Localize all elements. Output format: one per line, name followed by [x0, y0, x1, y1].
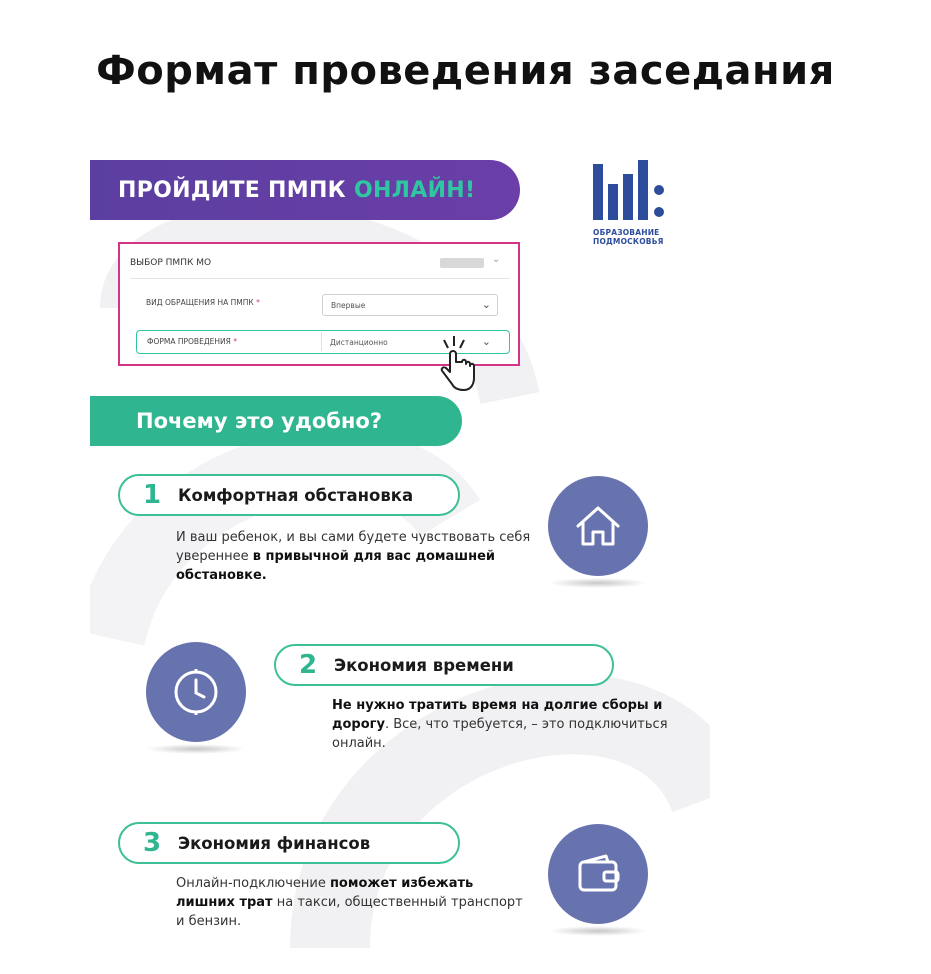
benefit-3-number: 3: [142, 828, 162, 858]
logo-line1: ОБРАЗОВАНИЕ: [593, 228, 660, 237]
benefit-3-icon-circle: [548, 824, 648, 924]
infographic-poster: [90, 158, 710, 948]
form-divider: [130, 278, 510, 279]
benefit-1-description: И ваш ребенок, и вы сами будете чувствовать себя увереннее в привычной для вас домашней обстановке.: [176, 530, 531, 583]
logo-bars-icon: [593, 160, 673, 220]
format-label: ФОРМА ПРОВЕДЕНИЯ *: [147, 337, 238, 346]
circle-shadow: [548, 926, 648, 936]
benefit-1-number: 1: [142, 480, 162, 510]
why-banner: Почему это удобно?: [90, 396, 462, 446]
required-mark: *: [233, 337, 238, 346]
wallet-icon: [572, 848, 624, 900]
benefit-3-pill: [118, 822, 460, 864]
appeal-type-label: ВИД ОБРАЩЕНИЯ НА ПМПК *: [146, 298, 260, 307]
chevron-down-icon[interactable]: ⌄: [492, 254, 501, 265]
benefit-1-pill: [118, 474, 460, 516]
benefit-2-description: Не нужно тратить время на долгие сборы и дорогу. Все, что требуется, – это подключиться онлайн.: [332, 698, 668, 751]
benefit-2-number: 2: [298, 650, 318, 680]
benefit-1-title: Комфортная обстановка: [178, 485, 414, 505]
benefit-1-icon-circle: [548, 476, 648, 576]
circle-shadow: [548, 578, 648, 588]
banner-text: ПРОЙДИТЕ ПМПК: [118, 177, 346, 203]
appeal-type-select[interactable]: [322, 294, 498, 316]
benefit-2-title: Экономия времени: [334, 655, 514, 675]
page-title: Формат проведения заседания: [96, 48, 835, 94]
benefit-2-pill: [274, 644, 614, 686]
appeal-type-value: Впервые: [331, 301, 366, 310]
circle-shadow: [146, 744, 246, 754]
chevron-down-icon: ⌄: [481, 298, 491, 311]
logo: [593, 160, 683, 252]
logo-text: [593, 228, 664, 246]
house-icon: [572, 500, 624, 552]
benefit-2-icon-circle: [146, 642, 246, 742]
form-header: ВЫБОР ПМПК МО: [130, 258, 212, 268]
format-value: Дистанционно: [330, 338, 388, 347]
required-mark: *: [256, 298, 260, 307]
benefit-3-description: Онлайн-подключение поможет избежать лишних трат на такси, общественный транспорт и бензин.: [176, 876, 523, 929]
hand-cursor-icon: [434, 336, 478, 392]
banner-accent-text: ОНЛАЙН!: [353, 177, 476, 203]
benefit-3-title: Экономия финансов: [178, 833, 371, 853]
logo-line2: ПОДМОСКОВЬЯ: [593, 237, 664, 246]
chevron-down-icon: ⌄: [481, 335, 491, 348]
online-banner: [90, 160, 520, 220]
clock-icon: [170, 666, 222, 718]
form-header-tag: [440, 258, 484, 268]
